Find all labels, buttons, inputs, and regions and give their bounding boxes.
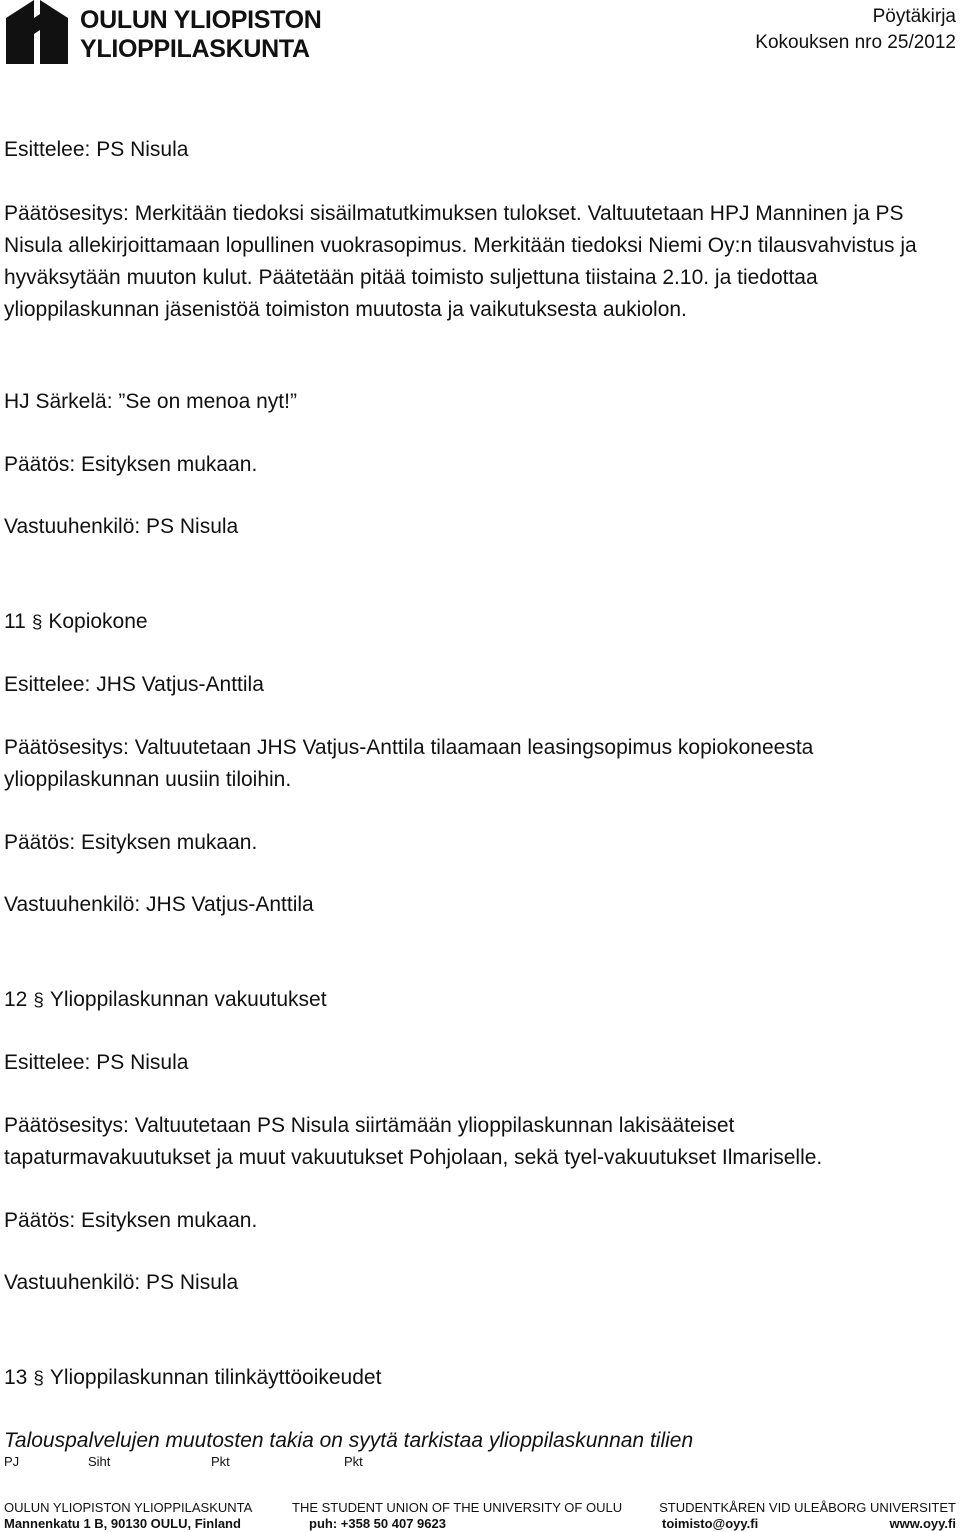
section-title: Ylioppilaskunnan tilinkäyttöoikeudet xyxy=(49,1366,382,1389)
logo-line-2: YLIOPPILASKUNTA xyxy=(80,35,310,63)
decision-label: Päätös: xyxy=(4,453,76,476)
intro-quote: HJ Särkelä: ”Se on menoa nyt!” xyxy=(4,390,297,413)
decision-value: Esityksen mukaan. xyxy=(75,1209,258,1232)
section-11-responsible xyxy=(4,889,944,921)
section-title: Ylioppilaskunnan vakuutukset xyxy=(49,988,327,1011)
proposal-label: Päätösesitys: xyxy=(4,202,129,225)
document-type: Pöytäkirja xyxy=(872,6,956,27)
presenter-value: PS Nisula xyxy=(90,138,189,161)
section-12-presenter xyxy=(4,1047,944,1079)
intro-decision xyxy=(4,449,944,481)
section-12-decision xyxy=(4,1205,944,1237)
section-12-proposal xyxy=(4,1110,944,1174)
footer-address: Mannenkatu 1 B, 90130 OULU, Finland xyxy=(4,1516,241,1531)
section-title: Kopiokone xyxy=(48,610,148,633)
logo-mark-icon xyxy=(4,0,74,64)
footer-website[interactable]: www.oyy.fi xyxy=(889,1516,956,1531)
section-11-presenter xyxy=(4,669,944,701)
presenter-label: Esittelee: xyxy=(4,673,91,696)
proposal-value: Merkitään tiedoksi sisäilmatutkimuksen tulokset. Valtuutetaan HPJ Manninen ja PS Nisula allekirjoittamaan lopullinen vuokrasopimus. Merkitään tiedoksi Niemi Oy:n tilausvahvistus ja hyväksytään muuton kulut. Päätetään pitää toimisto suljettuna tiistaina 2.10. ja tiedottaa ylioppilaskunnan jäsenistöä toimiston muutosta ja vaikutuksesta aukiolon. xyxy=(4,202,917,321)
document-meta xyxy=(755,4,956,56)
presenter-label: Esittelee: xyxy=(4,1051,91,1074)
section-11-decision xyxy=(4,827,944,859)
footer-phone: puh: +358 50 407 9623 xyxy=(309,1516,446,1531)
responsible-value: PS Nisula xyxy=(140,515,239,538)
section-heading-13 xyxy=(4,1362,944,1395)
intro-responsible xyxy=(4,511,944,543)
proposal-value: Valtuutetaan JHS Vatjus-Anttila tilaamaan leasingsopimus kopiokoneesta ylioppilaskunnan uusiin tiloihin. xyxy=(4,736,814,791)
section-13-text: Talouspalvelujen muutosten takia on syytä tarkistaa ylioppilaskunnan tilien xyxy=(4,1429,694,1452)
proposal-label: Päätösesitys: xyxy=(4,736,129,759)
logo-text xyxy=(80,6,322,64)
proposal-label: Päätösesitys: xyxy=(4,1114,129,1137)
organization-logo xyxy=(4,0,344,64)
presenter-value: PS Nisula xyxy=(90,1051,189,1074)
section-11-proposal xyxy=(4,732,944,796)
section-heading-12 xyxy=(4,984,944,1017)
section-12-responsible xyxy=(4,1267,944,1299)
signature-checker-2: Pkt xyxy=(344,1454,363,1469)
decision-value: Esityksen mukaan. xyxy=(75,453,258,476)
section-heading-11 xyxy=(4,606,944,639)
section-number: 11 xyxy=(4,610,26,633)
footer-org-fi: OULUN YLIOPISTON YLIOPPILASKUNTA xyxy=(4,1500,253,1515)
footer-org-en: THE STUDENT UNION OF THE UNIVERSITY OF OULU xyxy=(292,1500,623,1515)
signature-secretary: Siht xyxy=(88,1454,111,1469)
section-sign: § xyxy=(31,612,43,633)
section-sign: § xyxy=(33,1368,44,1389)
presenter-value: JHS Vatjus-Anttila xyxy=(90,673,264,696)
intro-proposal xyxy=(4,198,944,326)
presenter-label: Esittelee: xyxy=(4,138,91,161)
footer-org-sv: STUDENTKÅREN VID ULEÅBORG UNIVERSITET xyxy=(659,1500,956,1515)
meeting-number: Kokouksen nro 25/2012 xyxy=(755,32,956,53)
responsible-value: PS Nisula xyxy=(140,1271,239,1294)
responsible-label: Vastuuhenkilö: xyxy=(4,1271,141,1294)
responsible-label: Vastuuhenkilö: xyxy=(4,893,141,916)
logo-line-1: OULUN YLIOPISTON xyxy=(80,6,322,34)
section-sign: § xyxy=(33,990,44,1011)
signature-checker-1: Pkt xyxy=(211,1454,230,1469)
signature-chair: PJ xyxy=(4,1454,20,1469)
responsible-value: JHS Vatjus-Anttila xyxy=(140,893,314,916)
decision-label: Päätös: xyxy=(4,831,76,854)
section-number: 12 xyxy=(4,988,28,1011)
footer-email[interactable]: toimisto@oyy.fi xyxy=(662,1516,759,1531)
responsible-label: Vastuuhenkilö: xyxy=(4,515,141,538)
decision-label: Päätös: xyxy=(4,1209,76,1232)
decision-value: Esityksen mukaan. xyxy=(75,831,258,854)
intro-presenter xyxy=(4,134,944,166)
proposal-value: Valtuutetaan PS Nisula siirtämään ylioppilaskunnan lakisääteiset tapaturmavakuutukset ja muut vakuutukset Pohjolaan, sekä tyel-vakuutukset Ilmariselle. xyxy=(4,1114,823,1169)
section-number: 13 xyxy=(4,1366,28,1389)
